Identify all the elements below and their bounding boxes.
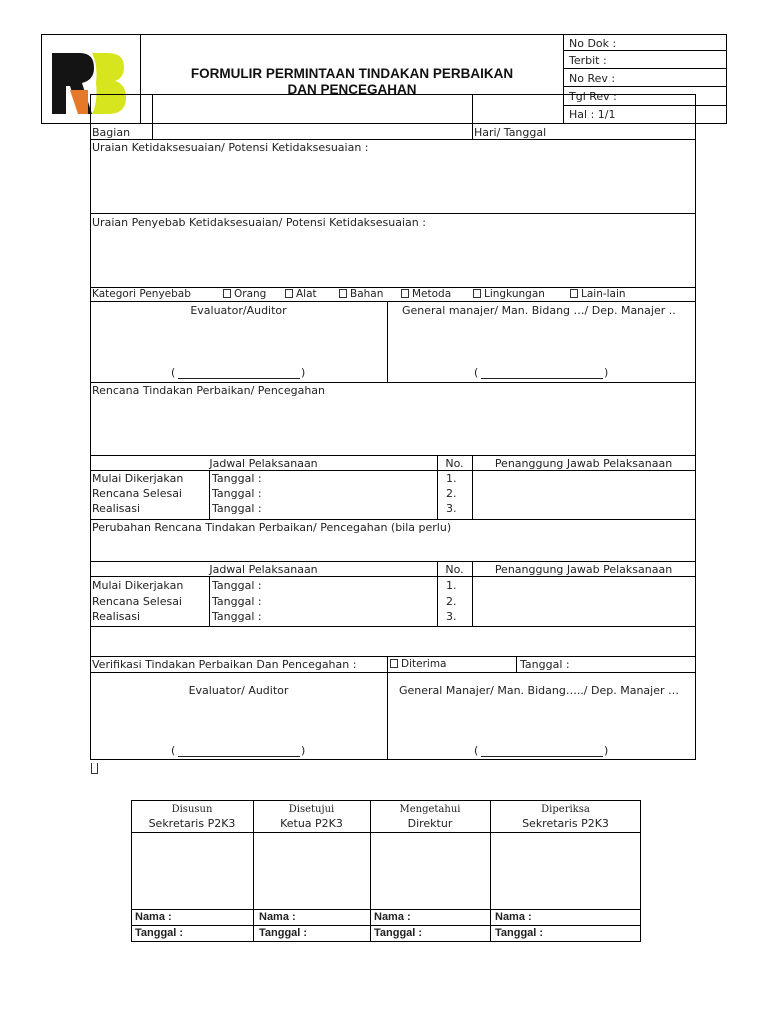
signature-close: )	[604, 744, 609, 757]
checkbox-icon	[339, 289, 347, 298]
doc-revision: No Rev :	[569, 72, 616, 85]
schedule1-no: 3.	[446, 502, 457, 515]
approval-nama[interactable]: Nama :	[135, 911, 172, 923]
form-title: FORMULIR PERMINTAAN TINDAKAN PERBAIKAN	[190, 66, 514, 81]
signature-line[interactable]	[178, 756, 300, 757]
schedule2-no: 1.	[446, 579, 457, 592]
signature-close: )	[301, 366, 306, 379]
approval-title: Sekretaris P2K3	[522, 817, 609, 830]
schedule1-no: 2.	[446, 487, 457, 500]
kategori-orang[interactable]: Orang	[223, 288, 266, 301]
no-header: No.	[445, 457, 464, 470]
stray-mark	[91, 763, 98, 774]
approval-nama[interactable]: Nama :	[495, 911, 532, 923]
uraian-label: Uraian Ketidaksesuaian/ Potensi Ketidaksesuaian :	[92, 141, 369, 154]
doc-published: Terbit :	[569, 54, 607, 67]
approval-tanggal[interactable]: Tanggal :	[495, 927, 544, 939]
jadwal-header: Jadwal Pelaksanaan	[209, 563, 318, 576]
schedule1-label: Realisasi	[92, 502, 141, 515]
hari-tanggal-label: Hari/ Tanggal	[474, 126, 547, 139]
perubahan-label: Perubahan Rencana Tindakan Perbaikan/ Pencegahan (bila perlu)	[92, 521, 452, 534]
approval-role: Mengetahui	[399, 804, 461, 815]
approval-role: Diperiksa	[541, 804, 590, 815]
jadwal-header: Jadwal Pelaksanaan	[209, 457, 318, 470]
schedule2-label: Rencana Selesai	[92, 595, 182, 608]
signature-line[interactable]	[178, 378, 300, 379]
approval-title: Sekretaris P2K3	[148, 817, 236, 830]
signature-open: (	[474, 366, 479, 379]
doc-number: No Dok :	[569, 37, 617, 50]
schedule1-label: Mulai Dikerjakan	[92, 472, 184, 485]
signature-open: (	[171, 744, 176, 757]
signature-open: (	[474, 744, 479, 757]
doc-page: Hal : 1/1	[569, 108, 616, 121]
schedule2-label: Realisasi	[92, 610, 141, 623]
gm2-label: General Manajer/ Man. Bidang…../ Dep. Manajer …	[399, 684, 680, 697]
approval-role: Disetujui	[288, 804, 335, 815]
kategori-lingkungan[interactable]: Lingkungan	[473, 288, 545, 301]
kategori-metoda[interactable]: Metoda	[401, 288, 451, 301]
pj-header: Penanggung Jawab Pelaksanaan	[494, 563, 673, 576]
rencana-label: Rencana Tindakan Perbaikan/ Pencegahan	[92, 384, 326, 397]
schedule1-no: 1.	[446, 472, 457, 485]
approval-title: Ketua P2K3	[280, 817, 343, 830]
schedule2-no: 3.	[446, 610, 457, 623]
approval-title: Direktur	[407, 817, 453, 830]
kategori-lain-lain[interactable]: Lain-lain	[570, 288, 626, 301]
evaluator-label: Evaluator/Auditor	[190, 304, 287, 317]
bagian-label: Bagian	[92, 126, 131, 139]
signature-close: )	[301, 744, 306, 757]
penyebab-label: Uraian Penyebab Ketidaksesuaian/ Potensi Ketidaksesuaian :	[92, 216, 426, 229]
checkbox-icon	[390, 659, 398, 668]
schedule1-label: Rencana Selesai	[92, 487, 182, 500]
schedule2-label: Mulai Dikerjakan	[92, 579, 184, 592]
verifikasi-tanggal[interactable]: Tanggal :	[520, 658, 570, 671]
schedule1-tanggal[interactable]: Tanggal :	[212, 502, 262, 515]
schedule2-tanggal[interactable]: Tanggal :	[212, 579, 262, 592]
approval-tanggal[interactable]: Tanggal :	[374, 927, 423, 939]
signature-close: )	[604, 366, 609, 379]
form-subtitle: DAN PENCEGAHAN	[287, 82, 417, 97]
no-header: No.	[445, 563, 464, 576]
schedule1-tanggal[interactable]: Tanggal :	[212, 487, 262, 500]
verifikasi-label: Verifikasi Tindakan Perbaikan Dan Pencegahan :	[92, 658, 357, 671]
schedule1-tanggal[interactable]: Tanggal :	[212, 472, 262, 485]
checkbox-icon	[570, 289, 578, 298]
kategori-label: Kategori Penyebab	[92, 288, 191, 300]
gm-label: General manajer/ Man. Bidang …/ Dep. Manajer ..	[402, 304, 676, 317]
approval-tanggal[interactable]: Tanggal :	[135, 927, 184, 939]
checkbox-icon	[401, 289, 409, 298]
checkbox-icon	[473, 289, 481, 298]
signature-line[interactable]	[481, 378, 603, 379]
pj-header: Penanggung Jawab Pelaksanaan	[494, 457, 673, 470]
signature-line[interactable]	[481, 756, 603, 757]
signature-open: (	[171, 366, 176, 379]
approval-role: Disusun	[171, 804, 213, 815]
doc-revision-date: Tgl Rev :	[569, 90, 617, 103]
schedule2-no: 2.	[446, 595, 457, 608]
approval-nama[interactable]: Nama :	[259, 911, 296, 923]
evaluator2-label: Evaluator/ Auditor	[188, 684, 289, 697]
diterima-checkbox[interactable]: Diterima	[390, 658, 446, 671]
schedule2-tanggal[interactable]: Tanggal :	[212, 610, 262, 623]
kategori-alat[interactable]: Alat	[285, 288, 317, 301]
checkbox-icon	[285, 289, 293, 298]
approval-nama[interactable]: Nama :	[374, 911, 411, 923]
schedule2-tanggal[interactable]: Tanggal :	[212, 595, 262, 608]
approval-tanggal[interactable]: Tanggal :	[259, 927, 308, 939]
checkbox-icon	[223, 289, 231, 298]
kategori-bahan[interactable]: Bahan	[339, 288, 383, 301]
